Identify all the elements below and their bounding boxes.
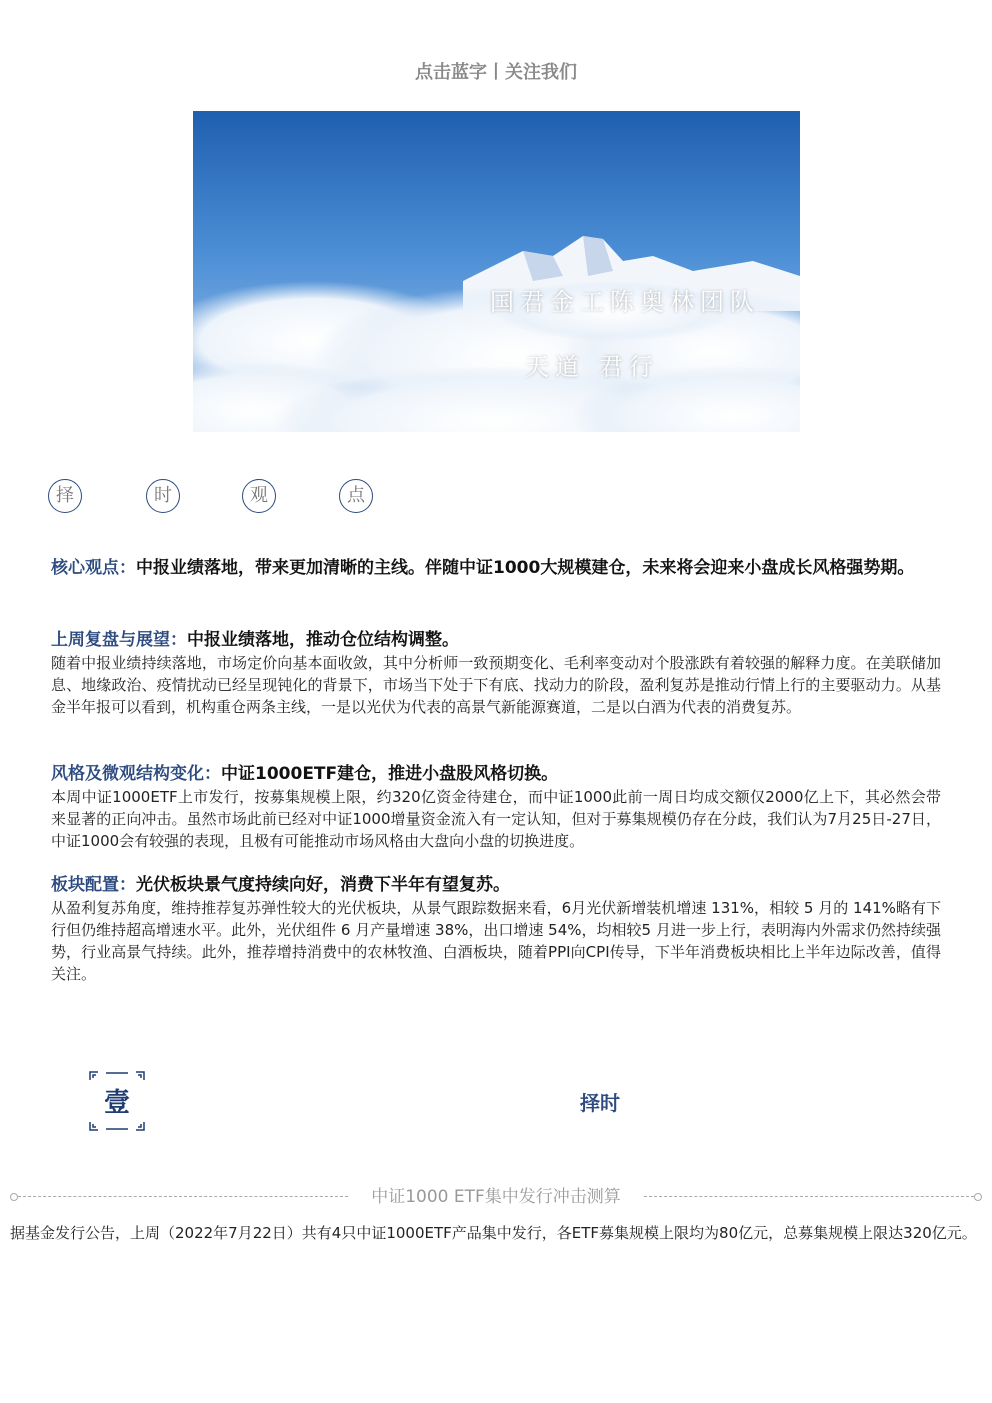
section-heading — [51, 873, 941, 897]
section-headline: 中报业绩落地，推动仓位结构调整。 — [187, 630, 459, 650]
section-heading — [51, 628, 941, 652]
banner-slogan: 天道 君行 — [525, 353, 659, 381]
circle-label: 时 — [146, 479, 180, 513]
banner-team-name: 国君金工陈奥林团队 — [490, 288, 760, 316]
chapter-title: 择时 — [580, 1091, 620, 1115]
circle-label: 择 — [48, 479, 82, 513]
section-body: 本周中证1000ETF上市发行，按募集规模上限，约320亿资金待建仓，而中证1000此前一周日均成交额仅2000亿上下，其必然会带来显著的正向冲击。虽然市场此前已经对中证1000增量资金流入有一定认知，但对于募集规模仍存在分歧，我们认为7月25日-27日，中证1000会有较强的表现，且极有可能推动市场风格由大盘向小盘的切换进度。 — [51, 788, 941, 850]
section-label: 上周复盘与展望： — [51, 630, 187, 650]
chapter-marker — [88, 1070, 146, 1132]
chapter-number: 壹 — [103, 1088, 130, 1118]
core-view-section — [51, 556, 941, 580]
section-label: 板块配置： — [51, 875, 136, 895]
section-label: 核心观点： — [51, 558, 136, 578]
style-structure-section — [51, 762, 941, 852]
section-headline: 中证1000ETF建仓，推进小盘股风格切换。 — [221, 764, 559, 784]
sky-mountain-illustration — [193, 111, 800, 432]
subsection-title: 中证1000 ETF集中发行冲击测算 — [371, 1187, 621, 1207]
weekly-review-section — [51, 628, 941, 718]
sector-allocation-section — [51, 873, 941, 985]
final-paragraph: 据基金发行公告，上周（2022年7月22日）共有4只中证1000ETF产品集中发行，各ETF募集规模上限均为80亿元，总募集规模上限达320亿元。 — [10, 1224, 977, 1242]
section-label: 风格及微观结构变化： — [51, 764, 221, 784]
section-body: 从盈利复苏角度，维持推荐复苏弹性较大的光伏板块，从景气跟踪数据来看，6月光伏新增装机增速 131%，相较 5 月的 141%略有下行但仍维持超高增速水平。此外，光伏组件 6 月产量增速 38%，出口增速 54%，均相较5 月进一步上行，表明海内外需求仍然持续强势，行业高景气持续。此外，推荐增持消费中的农林牧渔、白酒板块，随着PPI向CPI传导，下半年消费板块相比上半年边际改善，值得关注。 — [51, 899, 941, 983]
subsection-divider — [10, 1185, 982, 1209]
follow-banner-text[interactable]: 点击蓝字丨关注我们 — [415, 62, 577, 83]
section-heading — [51, 762, 941, 786]
circle-label: 点 — [339, 479, 373, 513]
section-headline: 中报业绩落地，带来更加清晰的主线。伴随中证1000大规模建仓，未来将会迎来小盘成长风格强势期。 — [136, 558, 915, 578]
section-headline: 光伏板块景气度持续向好，消费下半年有望复苏。 — [136, 875, 510, 895]
section-heading — [51, 556, 941, 580]
circle-label: 观 — [242, 479, 276, 513]
banner-image — [193, 111, 800, 432]
section-circle-labels — [48, 479, 448, 515]
section-body: 随着中报业绩持续落地，市场定价向基本面收敛，其中分析师一致预期变化、毛利率变动对个股涨跌有着较强的解释力度。在美联储加息、地缘政治、疫情扰动已经呈现钝化的背景下，市场当下处于下有底、找动力的阶段，盈利复苏是推动行情上行的主要驱动力。从基金半年报可以看到，机构重仓两条主线，一是以光伏为代表的高景气新能源赛道，二是以白酒为代表的消费复苏。 — [51, 654, 941, 716]
